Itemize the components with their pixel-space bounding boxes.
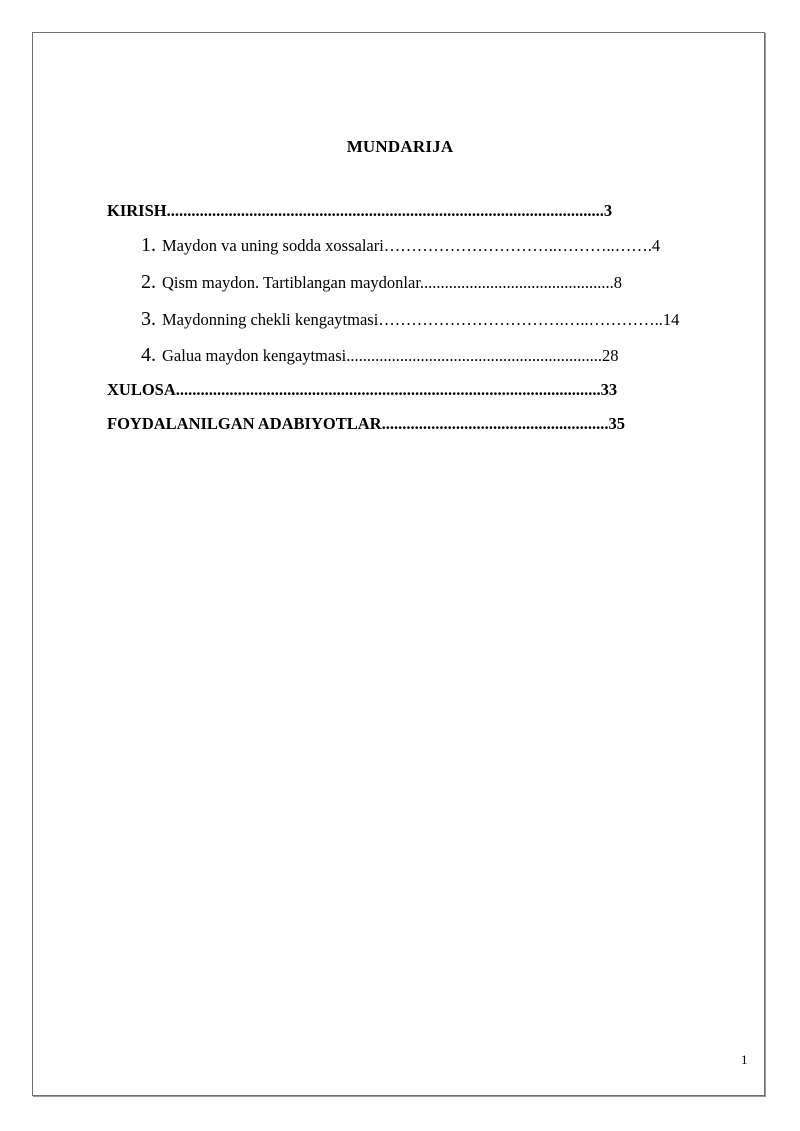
toc-title: MUNDARIJA	[346, 137, 454, 156]
toc-entry-text: FOYDALANILGAN ADABIYOTLAR.......................................................35	[107, 414, 625, 433]
toc-entry-adabiyotlar	[107, 414, 625, 434]
toc-entry-1	[141, 234, 660, 257]
toc-entry-number: 1.	[141, 234, 156, 256]
toc-entry-number: 3.	[141, 308, 156, 330]
toc-entry-4	[141, 344, 618, 367]
toc-entry-number: 2.	[141, 271, 156, 293]
toc-entry-number: 4.	[141, 344, 156, 366]
toc-entry-text: Maydonning chekli kengaytmasi…………………………….…..…………..14	[162, 310, 680, 329]
toc-entry-text: KIRISH..........................................................................................................3	[107, 201, 613, 220]
toc-entry-3	[141, 308, 679, 331]
page-frame	[32, 32, 765, 1096]
toc-entry-text: XULOSA.......................................................................................................33	[107, 380, 618, 399]
toc-entry-kirish	[107, 201, 612, 221]
toc-entry-text: Galua maydon kengaytmasi..............................................................28	[162, 346, 619, 365]
toc-entry-2	[141, 271, 622, 294]
toc-entry-text: Maydon va uning sodda xossalari…………………………..………..…….4	[162, 236, 661, 255]
toc-entry-xulosa	[107, 380, 617, 400]
toc-entry-text: Qism maydon. Tartiblangan maydonlar...............................................8	[162, 273, 623, 292]
page-number: 1	[741, 1052, 748, 1067]
